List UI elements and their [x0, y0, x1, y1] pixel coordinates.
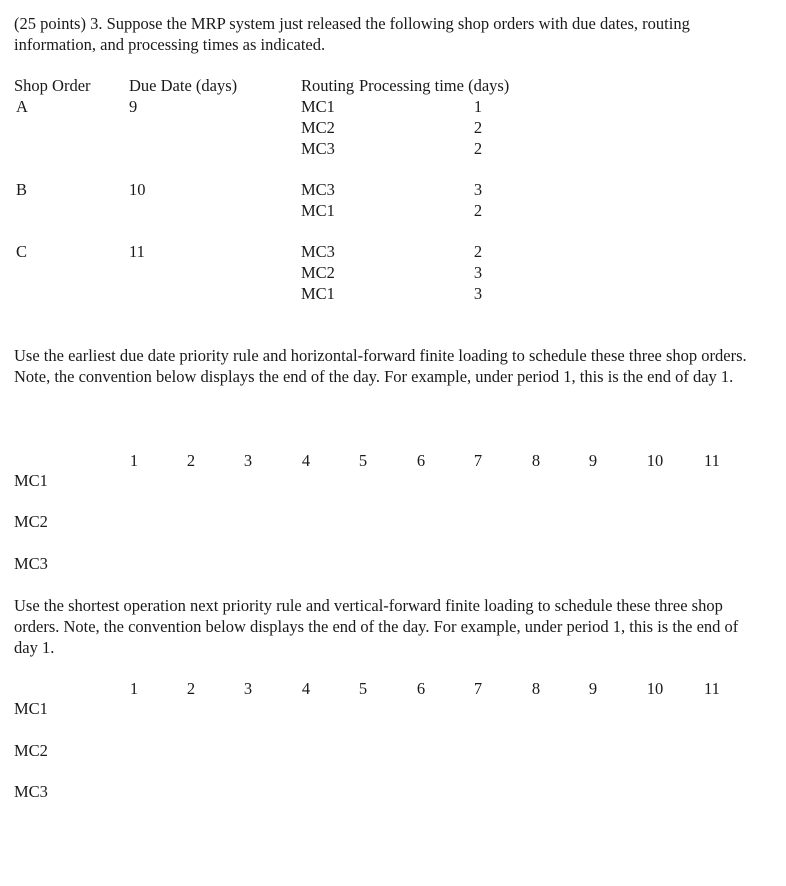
part1-machine-mc2: MC2 [14, 512, 48, 531]
header-routing: Routing [301, 76, 355, 95]
part2-period-5: 5 [358, 679, 368, 698]
part2-period-8: 8 [531, 679, 541, 698]
order-b-time-2: 2 [473, 201, 483, 220]
order-c-time-1: 2 [473, 242, 483, 261]
part1-period-7: 7 [473, 451, 483, 470]
part1-period-4: 4 [301, 451, 311, 470]
part2-period-4: 4 [301, 679, 311, 698]
order-c-route-2: MC2 [301, 263, 335, 282]
order-c-route-1: MC3 [301, 242, 335, 261]
part1-machine-mc3: MC3 [14, 554, 48, 573]
part1-period-11: 11 [704, 451, 720, 470]
part1-machine-mc1: MC1 [14, 471, 48, 490]
part2-period-9: 9 [588, 679, 598, 698]
part1-period-10: 10 [646, 451, 664, 470]
part2-machine-mc1: MC1 [14, 699, 48, 718]
header-processing-time: Processing time (days) [359, 76, 510, 95]
order-a-id: A [16, 97, 28, 116]
part1-period-5: 5 [358, 451, 368, 470]
part2-period-6: 6 [416, 679, 426, 698]
part1-instruction: Use the earliest due date priority rule and horizontal-forward finite loading to schedule these three shop orders. Note, the convention below displays the end of the day. For example, under period 1, this is the end of day 1. [14, 346, 747, 386]
part1-period-9: 9 [588, 451, 598, 470]
order-a-due: 9 [129, 97, 138, 116]
order-a-route-2: MC2 [301, 118, 335, 137]
order-b-route-2: MC1 [301, 201, 335, 220]
order-c-id: C [16, 242, 28, 261]
order-a-time-2: 2 [473, 118, 483, 137]
header-due-date: Due Date (days) [129, 76, 238, 95]
part1-period-6: 6 [416, 451, 426, 470]
part2-period-10: 10 [646, 679, 664, 698]
order-b-id: B [16, 180, 28, 199]
part1-period-2: 2 [186, 451, 196, 470]
order-b-due: 10 [129, 180, 146, 199]
order-b-time-1: 3 [473, 180, 483, 199]
order-b-route-1: MC3 [301, 180, 335, 199]
question-intro: (25 points) 3. Suppose the MRP system just released the following shop orders with due dates, routing information, and processing times as indicated. [14, 14, 690, 54]
order-a-route-3: MC3 [301, 139, 335, 158]
order-c-route-3: MC1 [301, 284, 335, 303]
part1-period-1: 1 [129, 451, 139, 470]
order-a-time-1: 1 [473, 97, 483, 116]
order-c-time-3: 3 [473, 284, 483, 303]
part2-period-2: 2 [186, 679, 196, 698]
header-shop-order: Shop Order [14, 76, 91, 95]
part2-period-7: 7 [473, 679, 483, 698]
part1-period-8: 8 [531, 451, 541, 470]
part2-machine-mc3: MC3 [14, 782, 48, 801]
order-c-due: 11 [129, 242, 145, 261]
order-a-time-3: 2 [473, 139, 483, 158]
order-c-time-2: 3 [473, 263, 483, 282]
part2-period-3: 3 [243, 679, 253, 698]
part2-instruction: Use the shortest operation next priority rule and vertical-forward finite loading to schedule these three shop orders. Note, the convention below displays the end of the day. For example, under period 1, this is the end of day 1. [14, 596, 739, 657]
part2-machine-mc2: MC2 [14, 741, 48, 760]
part2-period-1: 1 [129, 679, 139, 698]
part1-period-3: 3 [243, 451, 253, 470]
part2-period-11: 11 [704, 679, 720, 698]
order-a-route-1: MC1 [301, 97, 335, 116]
